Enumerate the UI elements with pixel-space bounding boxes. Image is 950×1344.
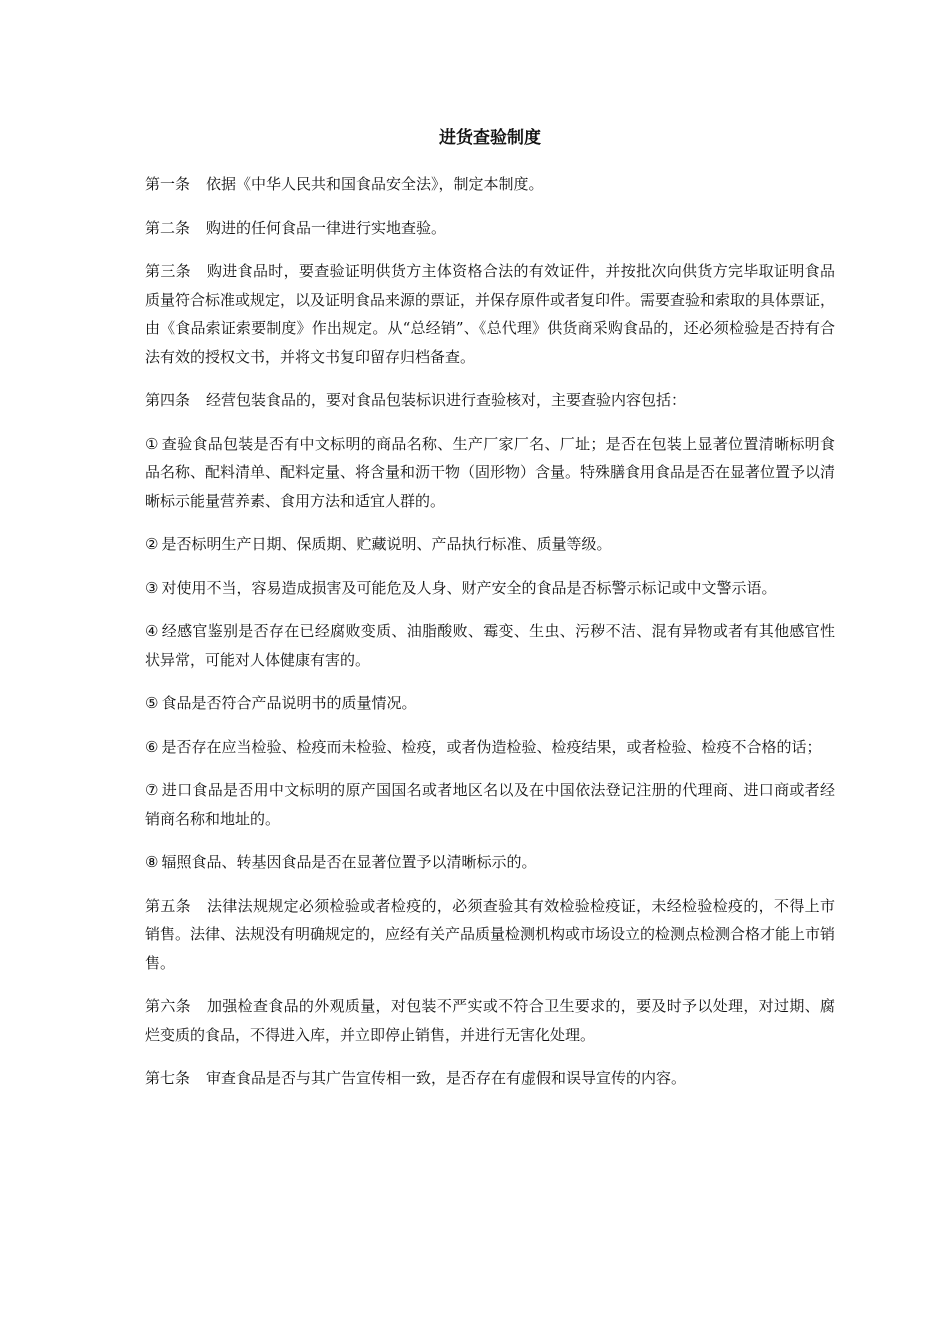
article-text: 加强检查食品的外观质量，对包装不严实或不符合卫生要求的，要及时予以处理，对过期、腐烂变质的食品，不得进入库，并立即停止销售，并进行无害化处理。 <box>145 997 835 1044</box>
article-7 <box>145 1064 835 1093</box>
inspection-item-6 <box>145 733 835 762</box>
article-text: 审查食品是否与其广告宣传相一致，是否存在有虚假和误导宣传的内容。 <box>206 1069 687 1087</box>
inspection-item-3 <box>145 574 835 603</box>
inspection-item-8 <box>145 848 835 877</box>
article-text: 购进食品时，要查验证明供货方主体资格合法的有效证件，并按批次向供货方完毕取证明食品质量符合标准或规定，以及证明食品来源的票证，并保存原件或者复印件。需要查验和索取的具体票证，由《食品索证索要制度》作出规定。从“总经销”、《总代理》供货商采购食品的，还必须检验是否持有合法有效的授权文书，并将文书复印留存归档备查。 <box>145 262 836 366</box>
article-number: 第七条 <box>145 1069 191 1087</box>
document-title: 进货查验制度 <box>439 128 541 148</box>
article-5 <box>145 892 835 978</box>
article-text: 经营包装食品的，要对食品包装标识进行查验核对，主要查验内容包括： <box>206 391 687 409</box>
item-text: 对使用不当，容易造成损害及可能危及人身、财产安全的食品是否标警示标记或中文警示语。 <box>161 578 777 597</box>
item-marker: ⑥ <box>145 737 159 756</box>
item-text: 查验食品包装是否有中文标明的商品名称、生产厂家厂名、厂址；是否在包装上显著位置清晰标明食品名称、配料清单、配料定量、将含量和沥干物（固形物）含量。特殊膳食用食品是否在显著位置予以清晰标示能量营养素、食用方法和适宜人群的。 <box>145 434 836 510</box>
item-marker: ① <box>145 434 159 453</box>
item-text: 辐照食品、转基因食品是否在显著位置予以清晰标示的。 <box>161 853 537 871</box>
item-text: 经感官鉴别是否存在已经腐败变质、油脂酸败、霉变、生虫、污秽不洁、混有异物或者有其他感官性状异常，可能对人体健康有害的。 <box>145 622 835 669</box>
inspection-item-4 <box>145 617 835 674</box>
inspection-item-2 <box>145 530 835 559</box>
article-text: 法律法规规定必须检验或者检疫的，必须查验其有效检验检疫证，未经检验检疫的，不得上市销售。法律、法规没有明确规定的，应经有关产品质量检测机构或市场设立的检测点检测合格才能上市销售。 <box>145 896 836 972</box>
item-marker: ⑧ <box>145 853 159 871</box>
article-number: 第一条 <box>145 175 191 193</box>
inspection-item-5 <box>145 689 835 718</box>
item-marker: ④ <box>145 622 159 640</box>
item-marker: ③ <box>145 578 159 597</box>
article-number: 第五条 <box>145 896 191 915</box>
item-marker: ⑤ <box>145 694 159 712</box>
article-number: 第四条 <box>145 391 191 409</box>
article-number: 第二条 <box>145 218 191 237</box>
article-4 <box>145 386 835 415</box>
article-text: 购进的任何食品一律进行实地查验。 <box>206 218 447 237</box>
article-number: 第三条 <box>145 262 191 280</box>
item-text: 是否标明生产日期、保质期、贮藏说明、产品执行标准、质量等级。 <box>161 535 612 553</box>
inspection-item-1 <box>145 430 835 516</box>
document-page <box>145 124 835 1108</box>
item-marker: ⑦ <box>145 781 159 799</box>
article-number: 第六条 <box>145 997 191 1015</box>
article-6 <box>145 992 835 1049</box>
article-2 <box>145 214 835 243</box>
inspection-item-7 <box>145 776 835 833</box>
article-3 <box>145 257 835 371</box>
item-marker: ② <box>145 535 159 553</box>
item-text: 食品是否符合产品说明书的质量情况。 <box>161 694 417 712</box>
article-1 <box>145 170 835 199</box>
item-text: 进口食品是否用中文标明的原产国国名或者地区名以及在中国依法登记注册的代理商、进口商或者经销商名称和地址的。 <box>145 781 835 828</box>
item-text: 是否存在应当检验、检疫而未检验、检疫，或者伪造检验、检疫结果，或者检验、检疫不合格的话； <box>161 737 822 756</box>
article-text: 依据《中华人民共和国食品安全法》，制定本制度。 <box>206 175 544 193</box>
